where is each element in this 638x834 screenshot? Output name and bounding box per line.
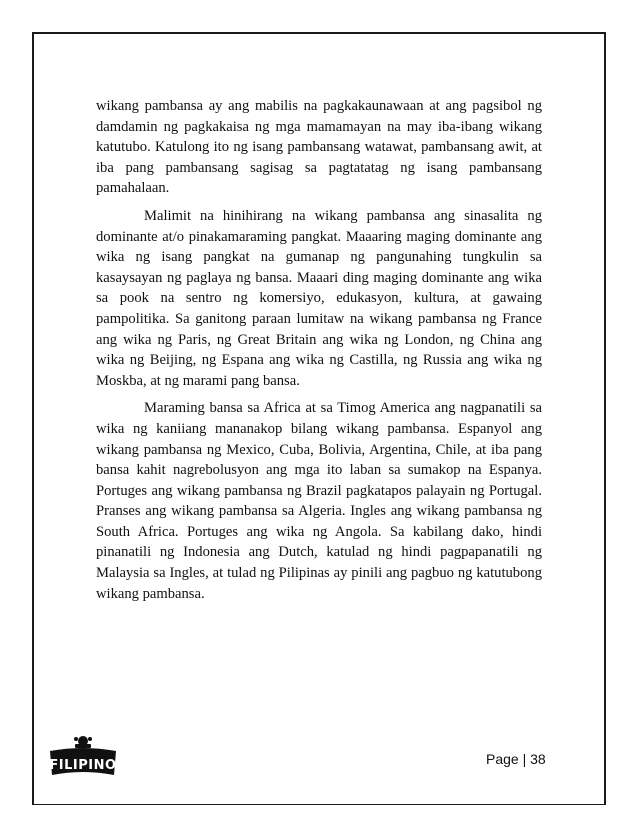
paragraph-1: wikang pambansa ay ang mabilis na pagkakaunawaan at ang pagsibol ng damdamin ng pagkakaisa ng mga mamamayan na may iba-ibang wikang katutubo. Katulong ito ng isang pambansang watawat, pambansang awit, at iba pang pambansang sagisag sa pagtatatag ng isang pambansang pamahalaan. [96,98,542,197]
page-number: Page | 38 [486,751,546,767]
filipino-logo-icon [48,733,118,781]
paragraph-3: Maraming bansa sa Africa at sa Timog America ang nagpanatili sa wika ng kaniiang mananakop bilang wikang pambansa. Espanyol ang wikang pambansa ng Mexico, Cuba, Bolivia, Argentina, Chile, at iba pang bansa kahit nagrebolusyon ang mga ito laban sa sumakop na Espanya. Portuges ang wikang pambansa ng Brazil pagkatapos palayain ng Portugal. Pranses ang wikang pambansa sa Algeria. Ingles ang wikang pambansa ng South Africa. Portuges ang wika ng Angola. Sa kabilang dako, hindi pinanatili ng Indonesia ang Dutch, katulad ng hindi pagpapanatili ng Malaysia sa Ingles, at tulad ng Pilipinas ay pinili ang pagbuo ng katutubong wikang pambansa. [96,400,542,602]
page-border-top [32,32,606,34]
filipino-logo [48,733,118,781]
page-border-bottom [32,804,606,805]
page-border-right [604,32,606,804]
logo-text: FILIPINO [49,758,117,773]
body-text [96,96,542,611]
page-border-left [32,32,34,804]
paragraph-2: Malimit na hinihirang na wikang pambansa ang sinasalita ng dominante at/o pinakamaraming pangkat. Maaaring maging dominante ang wika ng isang pangkat na gumanap ng pangunahing tungkulin sa kasaysayan ng paglaya ng bansa. Maaari ding maging dominante ang wika sa pook na sentro ng komersiyo, edukasyon, kultura, at gawaing pampolitika. Sa ganitong paraan lumitaw na wikang pambansa ng France ang wika ng Paris, ng Great Britain ang wika ng London, ng China ang wika ng Beijing, ng Espana ang wika ng Castilla, ng Russia ang wika ng Moskba, at ng marami pang bansa. [96,207,542,389]
